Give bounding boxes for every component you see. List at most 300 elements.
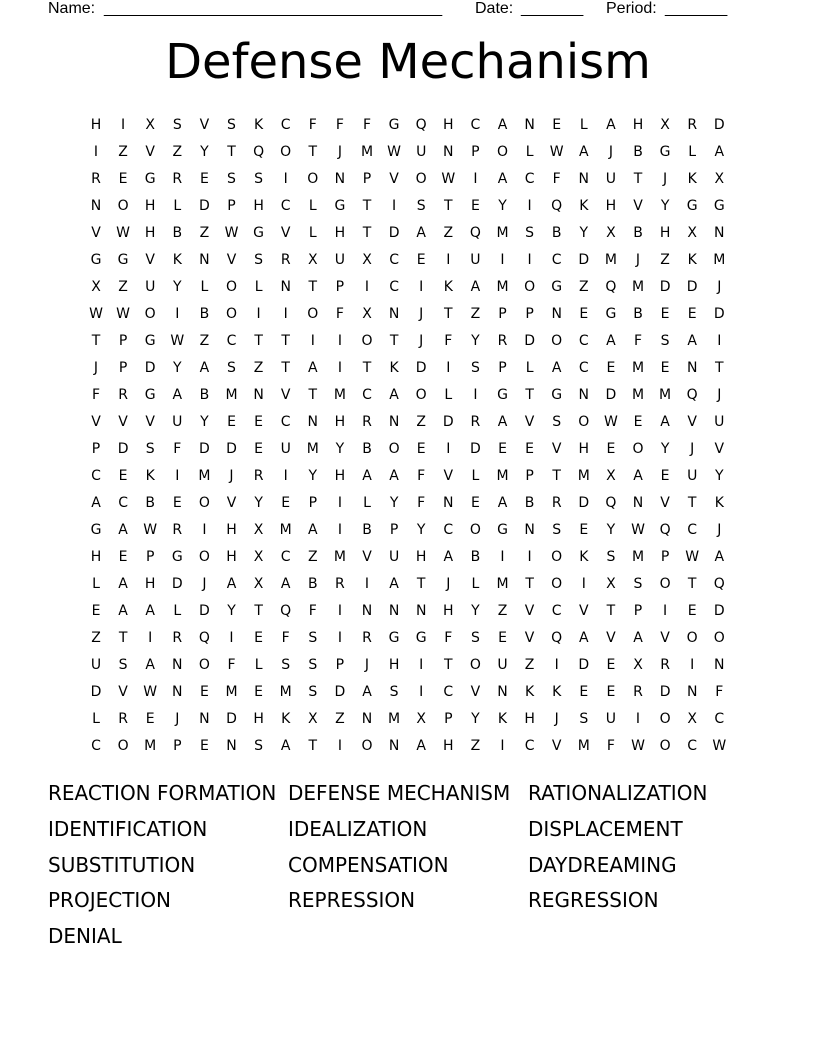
grid-letter: D <box>334 684 346 700</box>
grid-letter: R <box>172 171 183 187</box>
grid-letter: Z <box>199 225 210 241</box>
grid-letter: N <box>443 495 454 511</box>
grid-letter: D <box>605 387 617 403</box>
grid-letter: S <box>118 657 128 673</box>
grid-letter: I <box>554 657 559 673</box>
grid-letter: C <box>470 117 481 133</box>
grid-letter: P <box>498 306 507 322</box>
grid-letter: J <box>419 333 424 349</box>
grid-letter: W <box>603 414 618 430</box>
grid-letter: I <box>581 576 586 592</box>
grid-letter: S <box>254 252 264 268</box>
grid-letter: P <box>335 279 345 295</box>
grid-letter: E <box>606 360 616 376</box>
grid-row <box>91 276 722 303</box>
grid-letter: K <box>579 549 589 565</box>
grid-letter: M <box>659 387 672 403</box>
grid-letter: P <box>335 657 345 673</box>
grid-letter: A <box>416 738 426 754</box>
word-list-item: REACTION FORMATION <box>48 781 277 805</box>
grid-letter: X <box>606 468 616 484</box>
grid-letter: C <box>524 171 535 187</box>
grid-letter: E <box>579 684 589 700</box>
grid-letter: I <box>310 333 315 349</box>
grid-letter: F <box>417 468 426 484</box>
grid-letter: W <box>224 225 239 241</box>
grid-letter: Q <box>469 225 481 241</box>
grid-letter: S <box>525 225 535 241</box>
grid-letter: V <box>280 225 291 241</box>
grid-letter: I <box>500 252 505 268</box>
grid-letter: D <box>713 306 725 322</box>
grid-letter: D <box>226 711 237 727</box>
date-field[interactable]: _______ <box>521 0 584 17</box>
grid-letter: A <box>118 522 128 538</box>
grid-letter: A <box>606 333 616 349</box>
grid-letter: N <box>524 117 535 133</box>
grid-letter: H <box>226 522 237 538</box>
grid-letter: J <box>717 387 722 403</box>
grid-letter: R <box>172 630 183 646</box>
grid-letter: N <box>686 684 698 700</box>
grid-letter: G <box>171 549 183 565</box>
grid-letter: C <box>280 549 291 565</box>
grid-letter: K <box>714 495 724 511</box>
grid-letter: E <box>498 630 507 646</box>
grid-letter: G <box>90 522 102 538</box>
grid-letter: N <box>632 495 644 511</box>
grid-row <box>90 654 725 681</box>
grid-row <box>91 330 722 357</box>
grid-letter: R <box>118 387 128 403</box>
word-search-grid <box>89 114 727 762</box>
grid-letter: D <box>415 360 427 376</box>
grid-letter: H <box>334 225 346 241</box>
grid-letter: M <box>577 468 590 484</box>
grid-letter: I <box>635 711 641 727</box>
grid-letter: M <box>577 738 590 754</box>
grid-letter: E <box>470 495 480 511</box>
grid-letter: T <box>308 387 318 403</box>
grid-letter: E <box>525 441 535 457</box>
word-list-item: PROJECTION <box>48 888 172 913</box>
grid-letter: A <box>389 387 399 403</box>
grid-letter: E <box>118 171 128 187</box>
grid-letter: I <box>337 630 342 646</box>
grid-letter: P <box>145 549 155 565</box>
grid-letter: F <box>444 630 453 646</box>
date-label: Date: <box>475 0 514 17</box>
grid-letter: A <box>145 603 155 619</box>
grid-letter: C <box>687 522 698 538</box>
grid-letter: L <box>200 279 209 295</box>
grid-letter: S <box>606 549 616 565</box>
grid-letter: E <box>254 414 264 430</box>
grid-letter: J <box>717 522 722 538</box>
grid-letter: N <box>551 306 562 322</box>
grid-letter: N <box>307 414 319 430</box>
grid-letter: P <box>525 468 534 484</box>
grid-letter: N <box>253 387 264 403</box>
grid-letter: I <box>337 522 342 538</box>
grid-letter: T <box>227 144 236 160</box>
grid-letter: C <box>389 252 399 268</box>
grid-letter: W <box>712 738 727 754</box>
grid-letter: A <box>389 576 399 592</box>
grid-letter: B <box>362 522 372 538</box>
grid-letter: L <box>525 360 534 376</box>
grid-letter: N <box>172 657 183 673</box>
grid-letter: T <box>308 279 318 295</box>
grid-letter: R <box>660 657 670 673</box>
grid-letter: Z <box>199 333 210 349</box>
grid-letter: V <box>362 549 372 565</box>
grid-letter: Z <box>335 711 345 727</box>
grid-letter: I <box>283 171 288 187</box>
grid-letter: H <box>90 549 102 565</box>
grid-letter: H <box>524 711 535 727</box>
grid-letter: J <box>663 171 668 187</box>
grid-letter: T <box>362 225 372 241</box>
grid-letter: I <box>256 306 261 322</box>
grid-row <box>91 627 725 654</box>
grid-letter: V <box>660 630 670 646</box>
grid-letter: V <box>389 171 399 187</box>
grid-letter: G <box>551 279 563 295</box>
grid-letter: X <box>606 576 616 592</box>
grid-letter: B <box>633 306 643 322</box>
grid-letter: I <box>175 468 180 484</box>
grid-letter: C <box>362 387 372 403</box>
period-label: Period: <box>606 0 657 17</box>
grid-letter: I <box>473 387 478 403</box>
grid-letter: T <box>444 657 453 673</box>
grid-letter: C <box>551 603 562 619</box>
grid-letter: C <box>524 738 535 754</box>
grid-letter: K <box>552 684 562 700</box>
grid-letter: V <box>91 225 101 241</box>
grid-letter: V <box>579 603 589 619</box>
grid-row <box>91 438 725 465</box>
grid-letter: T <box>525 576 534 592</box>
grid-letter: L <box>579 117 588 133</box>
grid-letter: I <box>337 333 342 349</box>
grid-letter: M <box>333 549 346 565</box>
grid-letter: I <box>337 495 342 511</box>
grid-letter: H <box>443 738 454 754</box>
grid-letter: E <box>416 441 426 457</box>
grid-letter: R <box>687 117 698 133</box>
grid-letter: A <box>714 144 725 160</box>
grid-letter: N <box>578 387 590 403</box>
grid-letter: Y <box>389 495 399 511</box>
grid-letter: D <box>578 657 590 673</box>
grid-letter: J <box>446 576 451 592</box>
grid-letter: A <box>579 144 589 160</box>
grid-letter: K <box>145 468 155 484</box>
grid-letter: X <box>687 225 697 241</box>
grid-letter: I <box>446 252 451 268</box>
grid-letter: C <box>443 522 454 538</box>
grid-letter: U <box>334 252 346 268</box>
grid-letter: F <box>91 387 101 403</box>
grid-letter: H <box>144 576 156 592</box>
grid-letter: X <box>660 117 670 133</box>
grid-letter: O <box>361 738 373 754</box>
word-list-item: DENIAL <box>48 924 122 949</box>
grid-letter: G <box>686 198 698 214</box>
grid-letter: O <box>469 522 481 538</box>
grid-letter: B <box>524 495 535 511</box>
grid-letter: T <box>687 495 697 511</box>
grid-letter: M <box>198 468 211 484</box>
grid-letter: S <box>254 171 264 187</box>
grid-letter: I <box>93 144 99 160</box>
grid-letter: N <box>415 603 427 619</box>
grid-letter: N <box>388 306 400 322</box>
grid-letter: H <box>578 441 590 457</box>
grid-letter: E <box>199 738 209 754</box>
grid-letter: V <box>551 441 562 457</box>
grid-letter: S <box>552 414 562 430</box>
grid-letter: T <box>254 333 263 349</box>
grid-letter: I <box>446 360 451 376</box>
grid-letter: D <box>199 441 210 457</box>
grid-letter: I <box>663 603 668 619</box>
grid-letter: S <box>227 360 236 376</box>
grid-letter: C <box>578 360 589 376</box>
grid-letter: M <box>631 360 645 376</box>
grid-letter: M <box>333 387 346 403</box>
grid-letter: A <box>280 576 291 592</box>
grid-letter: A <box>91 495 101 511</box>
grid-letter: S <box>389 684 399 700</box>
grid-letter: C <box>578 333 589 349</box>
grid-letter: A <box>389 468 399 484</box>
grid-letter: R <box>280 252 291 268</box>
grid-letter: T <box>606 603 616 619</box>
period-field[interactable]: _______ <box>665 0 728 17</box>
grid-letter: I <box>364 576 370 592</box>
grid-letter: I <box>527 252 532 268</box>
grid-letter: A <box>497 171 508 187</box>
grid-letter: D <box>659 684 671 700</box>
grid-letter: P <box>471 144 480 160</box>
grid-letter: X <box>362 252 372 268</box>
grid-letter: I <box>527 198 532 214</box>
word-list-item: RATIONALIZATION <box>528 781 708 805</box>
grid-letter: B <box>307 576 318 592</box>
grid-letter: J <box>717 279 722 295</box>
grid-letter: E <box>254 630 264 646</box>
grid-letter: M <box>225 387 238 403</box>
grid-letter: P <box>498 360 507 376</box>
grid-letter: I <box>229 630 234 646</box>
grid-letter: B <box>362 441 372 457</box>
grid-letter: Q <box>551 630 563 646</box>
grid-letter: D <box>686 279 698 295</box>
grid-letter: P <box>91 441 101 457</box>
grid-letter: E <box>199 171 209 187</box>
grid-letter: D <box>199 603 210 619</box>
grid-letter: H <box>632 117 644 133</box>
grid-letter: M <box>496 279 509 295</box>
grid-letter: G <box>713 198 725 214</box>
grid-letter: P <box>389 522 399 538</box>
grid-letter: H <box>659 225 671 241</box>
grid-letter: W <box>143 684 158 700</box>
grid-letter: I <box>337 603 342 619</box>
grid-letter: S <box>227 171 236 187</box>
grid-letter: O <box>551 333 563 349</box>
grid-letter: I <box>527 549 532 565</box>
grid-letter: Y <box>660 198 670 214</box>
grid-letter: V <box>226 495 237 511</box>
grid-row <box>92 708 725 735</box>
grid-letter: O <box>117 738 129 754</box>
grid-letter: L <box>173 198 182 214</box>
grid-letter: H <box>415 549 427 565</box>
grid-letter: C <box>91 738 101 754</box>
grid-letter: A <box>497 117 508 133</box>
grid-letter: R <box>253 468 264 484</box>
word-list-item: DEFENSE MECHANISM <box>288 781 511 805</box>
grid-letter: E <box>281 495 291 511</box>
grid-letter: J <box>635 252 641 268</box>
grid-letter: A <box>362 468 372 484</box>
grid-letter: U <box>605 171 617 187</box>
grid-letter: K <box>687 252 697 268</box>
grid-letter: H <box>253 198 264 214</box>
grid-letter: K <box>687 171 697 187</box>
grid-letter: S <box>470 360 480 376</box>
grid-row <box>90 519 722 546</box>
grid-letter: O <box>225 306 238 322</box>
grid-letter: D <box>117 441 129 457</box>
name-field[interactable]: ______________________________________ <box>104 0 443 17</box>
grid-letter: Q <box>280 603 292 619</box>
grid-letter: T <box>281 333 290 349</box>
grid-letter: E <box>91 603 101 619</box>
grid-letter: O <box>225 279 238 295</box>
grid-letter: Z <box>579 279 589 295</box>
grid-letter: A <box>497 414 508 430</box>
grid-letter: F <box>335 117 344 133</box>
grid-letter: N <box>172 684 183 700</box>
grid-letter: I <box>121 117 126 133</box>
grid-letter: M <box>631 387 645 403</box>
grid-letter: X <box>308 252 318 268</box>
grid-letter: G <box>551 387 563 403</box>
grid-letter: E <box>172 495 182 511</box>
grid-letter: N <box>497 684 508 700</box>
grid-letter: B <box>199 306 210 322</box>
grid-letter: L <box>92 576 100 592</box>
grid-letter: F <box>444 333 453 349</box>
grid-row <box>91 735 727 762</box>
grid-letter: I <box>419 279 424 295</box>
grid-letter: N <box>714 225 725 241</box>
student-info-header <box>0 0 816 20</box>
grid-letter: K <box>525 684 535 700</box>
grid-letter: E <box>498 441 507 457</box>
grid-letter: S <box>172 117 182 133</box>
grid-letter: M <box>144 738 157 754</box>
grid-letter: A <box>118 576 128 592</box>
grid-letter: E <box>199 684 209 700</box>
grid-letter: J <box>337 144 342 160</box>
grid-letter: H <box>334 414 346 430</box>
grid-letter: F <box>715 684 724 700</box>
grid-letter: F <box>606 738 615 754</box>
grid-letter: A <box>172 387 183 403</box>
grid-letter: E <box>606 684 616 700</box>
grid-letter: J <box>202 576 207 592</box>
grid-letter: S <box>308 684 318 700</box>
grid-letter: T <box>416 576 426 592</box>
grid-letter: Y <box>579 225 589 241</box>
grid-letter: G <box>497 522 508 538</box>
grid-letter: I <box>690 657 695 673</box>
grid-letter: E <box>579 306 589 322</box>
grid-letter: Q <box>605 495 617 511</box>
grid-letter: V <box>443 468 454 484</box>
grid-letter: P <box>227 198 236 214</box>
grid-letter: R <box>118 711 128 727</box>
grid-letter: R <box>497 333 508 349</box>
grid-letter: G <box>144 333 156 349</box>
grid-letter: R <box>172 522 183 538</box>
grid-letter: D <box>226 441 237 457</box>
grid-letter: K <box>281 711 291 727</box>
grid-letter: M <box>279 522 292 538</box>
grid-letter: V <box>280 387 291 403</box>
grid-letter: Y <box>471 603 480 619</box>
grid-letter: N <box>226 738 237 754</box>
grid-letter: I <box>175 306 180 322</box>
grid-letter: W <box>116 306 131 322</box>
grid-letter: E <box>254 684 264 700</box>
grid-letter: M <box>496 225 509 241</box>
grid-letter: O <box>659 711 671 727</box>
grid-letter: C <box>551 252 562 268</box>
grid-letter: J <box>93 360 99 376</box>
grid-letter: I <box>392 198 397 214</box>
grid-letter: E <box>660 306 670 322</box>
grid-letter: F <box>552 171 561 187</box>
grid-letter: I <box>500 738 505 754</box>
grid-letter: U <box>172 414 183 430</box>
grid-letter: O <box>713 630 725 646</box>
grid-row <box>91 168 725 195</box>
grid-letter: T <box>118 630 128 646</box>
grid-letter: V <box>633 198 643 214</box>
grid-letter: T <box>444 306 453 322</box>
grid-letter: T <box>633 171 643 187</box>
grid-letter: B <box>470 549 481 565</box>
word-list-item: IDENTIFICATION <box>48 816 208 841</box>
grid-letter: X <box>308 711 318 727</box>
grid-letter: A <box>443 549 454 565</box>
grid-letter: O <box>659 738 671 754</box>
grid-letter: L <box>471 576 480 592</box>
word-list-item: IDEALIZATION <box>288 816 428 841</box>
grid-letter: P <box>308 495 318 511</box>
grid-letter: L <box>525 144 534 160</box>
grid-letter: C <box>714 711 725 727</box>
grid-letter: F <box>335 306 344 322</box>
grid-letter: E <box>118 549 128 565</box>
